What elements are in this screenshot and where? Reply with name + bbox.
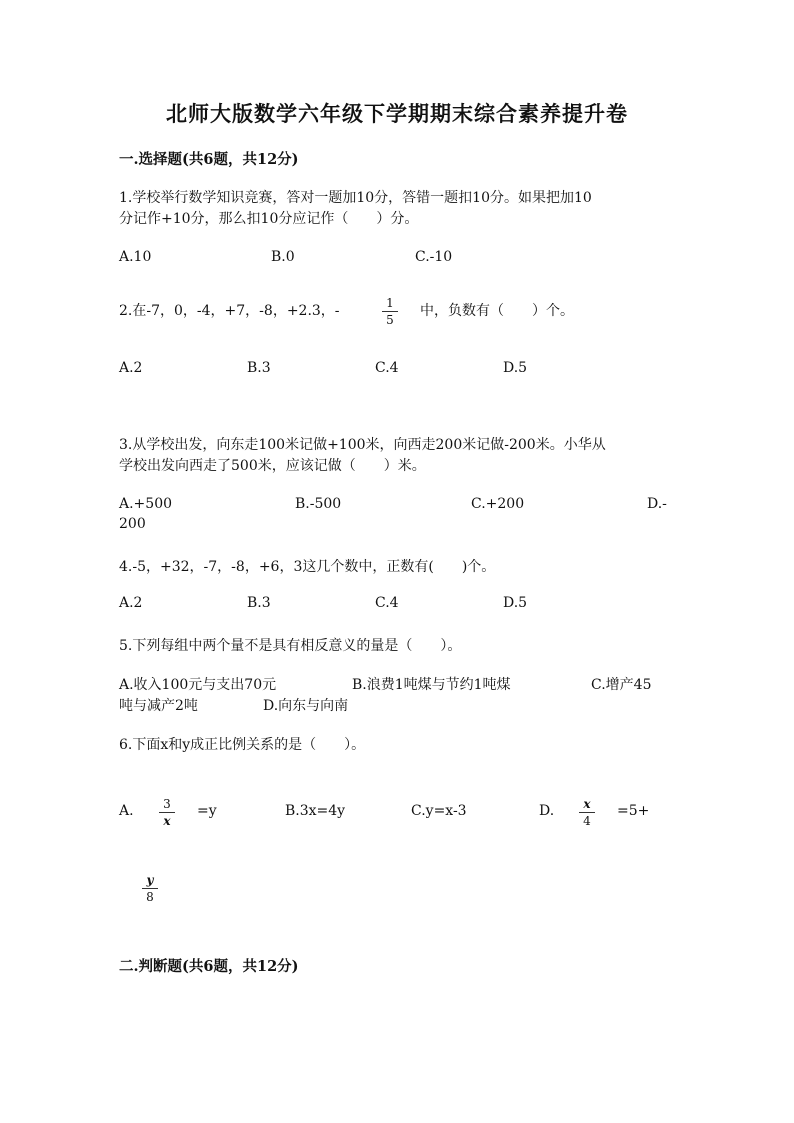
question-3-option-b: B.-500 bbox=[295, 496, 342, 512]
question-3-option-d-wrap: 200 bbox=[119, 516, 146, 532]
fraction-bar bbox=[579, 812, 595, 813]
fraction-denominator: 5 bbox=[386, 313, 394, 327]
fraction-denominator: 8 bbox=[146, 890, 154, 904]
fraction-denominator: x bbox=[163, 814, 171, 828]
question-5-text: 5.下列每组中两个量不是具有相反意义的量是（ ）。 bbox=[119, 638, 462, 654]
question-6-option-d-label: D. bbox=[539, 803, 555, 819]
question-1-option-b: B.0 bbox=[271, 249, 295, 265]
section-heading-choice: 一.选择题(共6题，共12分) bbox=[119, 151, 299, 168]
question-2-suffix: 中，负数有（ ）个。 bbox=[420, 303, 574, 319]
question-4-option-d: D.5 bbox=[503, 595, 528, 611]
fraction-y-over-8 bbox=[142, 873, 158, 904]
section-heading-judgement: 二.判断题(共6题，共12分) bbox=[119, 958, 299, 975]
fraction-3-over-x bbox=[159, 797, 175, 828]
question-6-option-a-label: A. bbox=[119, 803, 134, 819]
fraction-one-fifth bbox=[382, 296, 398, 327]
question-6-option-b: B.3x=4y bbox=[285, 803, 346, 819]
question-1-line-2: 分记作+10分，那么扣10分应记作（ ）分。 bbox=[119, 211, 419, 227]
question-6-option-c: C.y=x-3 bbox=[411, 803, 467, 819]
fraction-denominator: 4 bbox=[583, 814, 591, 828]
question-5-option-c-wrap: 吨与减产2吨 bbox=[119, 698, 198, 714]
question-6-option-a-rest: =y bbox=[197, 803, 217, 819]
fraction-numerator: x bbox=[583, 797, 591, 811]
question-2-prefix: 2.在-7，0，-4，+7，-8，+2.3，- bbox=[119, 303, 340, 319]
fraction-x-over-4 bbox=[579, 797, 595, 828]
question-3-option-d: D.- bbox=[647, 496, 667, 512]
question-5-option-c: C.增产45 bbox=[591, 677, 652, 693]
question-3-option-c: C.+200 bbox=[471, 496, 525, 512]
question-5-option-b: B.浪费1吨煤与节约1吨煤 bbox=[352, 677, 511, 693]
question-1-option-a: A.10 bbox=[119, 249, 152, 265]
question-1-line-1: 1.学校举行数学知识竞赛，答对一题加10分，答错一题扣10分。如果把加10 bbox=[119, 190, 592, 206]
fraction-numerator: 1 bbox=[386, 296, 394, 310]
question-6-option-d-rest: =5+ bbox=[617, 803, 650, 819]
question-3-option-a: A.+500 bbox=[119, 496, 173, 512]
question-4-text: 4.-5，+32，-7，-8，+6，3这几个数中，正数有( )个。 bbox=[119, 559, 496, 575]
fraction-bar bbox=[142, 888, 158, 889]
question-4-option-a: A.2 bbox=[119, 595, 143, 611]
fraction-numerator: 3 bbox=[163, 797, 171, 811]
question-5-option-a: A.收入100元与支出70元 bbox=[119, 677, 277, 693]
fraction-bar bbox=[382, 311, 398, 312]
question-2-option-c: C.4 bbox=[375, 360, 399, 376]
question-1-option-c: C.-10 bbox=[415, 249, 453, 265]
question-3-line-1: 3.从学校出发，向东走100米记做+100米，向西走200米记做-200米。小华从 bbox=[119, 437, 606, 453]
fraction-bar bbox=[159, 812, 175, 813]
question-4-option-c: C.4 bbox=[375, 595, 399, 611]
question-3-line-2: 学校出发向西走了500米，应该记做（ ）米。 bbox=[119, 458, 426, 474]
question-2-option-d: D.5 bbox=[503, 360, 528, 376]
question-5-option-d: D.向东与向南 bbox=[263, 698, 349, 714]
page-title: 北师大版数学六年级下学期期末综合素养提升卷 bbox=[166, 101, 628, 126]
question-2-option-a: A.2 bbox=[119, 360, 143, 376]
question-2-option-b: B.3 bbox=[247, 360, 271, 376]
question-4-option-b: B.3 bbox=[247, 595, 271, 611]
fraction-numerator: y bbox=[146, 873, 154, 887]
question-6-text: 6.下面x和y成正比例关系的是（ ）。 bbox=[119, 737, 366, 753]
